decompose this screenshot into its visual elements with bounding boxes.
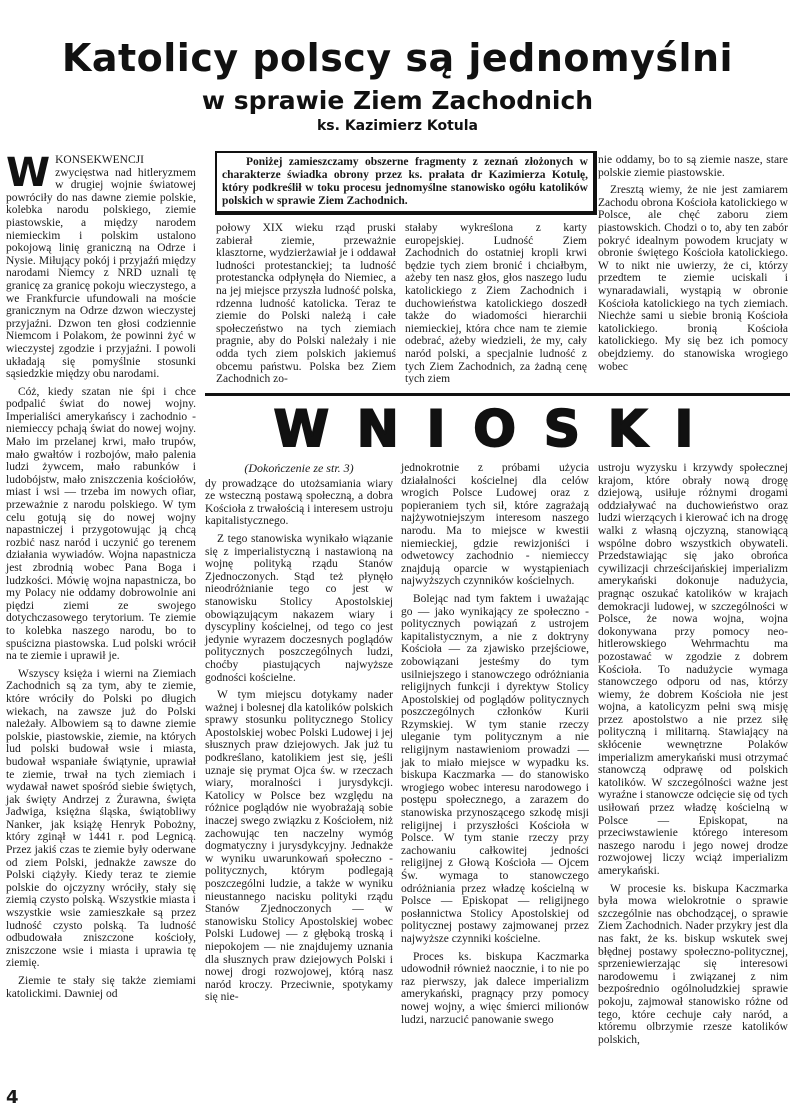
paragraph: Cóż, kiedy szatan nie śpi i chce podpalić świat do nowej wojny. Imperialiści amerykańscy i zachodnio - niemieccy pchają świat do nowej wojny. Mało im przelanej krwi, mało trupów, mało gwałtów i rozbojów, mało palenia ludzi żywcem, mało rabunków i ludobójstw, mało zniszczenia kościołów, miast i wsi — trzeba im nowych ofiar, przeważnie z narodu polskiego. W tym celu gotują się do nowej wojny napastniczej i przygotowując ją chcą rozbić nasz naród i uczynić go terenem działania wywiadów. Wojna napastnicza jest zbrodnią wobec Pana Boga i ludzkości. Mówię wojna napastnicza, bo my Polacy nie oddamy dobrowolnie ani piędzi ziemi ze swojego dotychczasowego terytorium. Te ziemie to kolebka naszego narodu, bo to spuścizna piastowska. Lud polski wrócił na te ziemie i uprawił je. <box>6 385 196 663</box>
article-column-2 <box>216 222 396 391</box>
paragraph: Ziemie te stały się także ziemiami katolickimi. Dawniej od <box>6 975 196 1000</box>
section-divider <box>205 393 790 396</box>
paragraph: Proces ks. biskupa Kaczmarka udowodnił również naocznie, i to nie po raz pierwszy, jak dalece imperializm amerykański, pragnący przy pomocy nowej wojny, a więc śmierci milionów ludzi, narzucić panowanie swego <box>401 950 589 1026</box>
paragraph: Wszyscy księża i wierni na Ziemiach Zachodnich są za tym, aby te ziemie, które wróciły do Polski po długich wiekach, na zawsze już do Polski należały. Albowiem są to dawne ziemie polskie, piastowskie, ziemie, na których lud polski budował wsie i miasta, budował wspaniałe świątynie, uprawiał te ziemie, trwał na tych ziemiach i wydawał nawet spośród siebie świętych, jak święty Andrzej z Żurawna, święta Jadwiga, księżna śląska, świątobliwy Nanker, jak książę Henryk Pobożny, który zginął w 1441 r. pod Legnicą. Przez jakiś czas te ziemie były oderwane od ziem Polski, jednakże zawsze do Polski ciążyły. Kiedy teraz te ziemie polskie do ojczyzny wróciły, stały się ziemią czysto polską. Wszystkie miasta i wszystkie wsie zamieszkałe są przez ludność czysto polską. Ta ludność odbudowała zniszczone kościoły, zniszczone wsie i miasta i uprawia tę ziemię. <box>6 667 196 970</box>
continuation-note: (Dokończenie ze str. 3) <box>244 461 354 475</box>
article-column-4 <box>598 154 788 378</box>
article-column-1 <box>6 150 196 1005</box>
paragraph: nie oddamy, bo to są ziemie nasze, stare polskie ziemie piastowskie. <box>598 154 788 179</box>
subheadline: w sprawie Ziem Zachodnich <box>201 86 594 115</box>
byline: ks. Kazimierz Kotula <box>316 118 478 134</box>
wnioski-column-2 <box>401 462 589 1031</box>
section-heading-wnioski: WNIOSKI <box>273 400 722 458</box>
wnioski-column-1 <box>205 462 393 1009</box>
page-number: 4 <box>6 1087 19 1108</box>
intro-box <box>215 151 597 215</box>
paragraph: jednokrotnie z próbami użycia działalności kościelnej dla celów wrogich Polsce Ludowej oraz z popieraniem tych sił, które zagrażają najżywotniejszym interesom naszego narodu. Ma to miejsce w kwestii niemieckiej, gdzie rewizjoniści i odwetowcy zachodnio - niemieccy znajdują oparcie w wystąpieniach najwyższych czynników kościelnych. <box>401 462 589 588</box>
lead-paragraph <box>6 150 196 381</box>
intro-text: Poniżej zamieszczamy obszerne fragmenty z zeznań złożonych w charakterze świadka obrony przez ks. prałata dr Kazimierza Kotulę, który podkreślił w toku procesu jednomyślne stanowisko ogółu katolików polskich w sprawie Ziem Zachodnich. <box>222 156 588 207</box>
paragraph: W procesie ks. biskupa Kaczmarka była mowa wielokrotnie o sprawie szczególnie nas obchodzącej, o sprawie Ziem Zachodnich. Nader przykry jest dla nas fakt, że ks. biskup wskutek swej błędnej postawy społeczno-politycznej, sprzeniewierzając się interesowi narodowemu i związanej z nim bezpośrednio ogólnoludzkiej sprawie pokoju, zajmował stanowisko różne od tego, które cechuje cały naród, a któremu olbrzymie rzesze katolików polskich, <box>598 882 788 1046</box>
wnioski-column-3 <box>598 462 788 1051</box>
paragraph: dy prowadzące do utożsamiania wiary ze wsteczną postawą społeczną, a dobra Kościoła z trwałością i interesem ustroju kapitalistycznego. <box>205 477 393 528</box>
paragraph: Zresztą wiemy, że nie jest zamiarem Zachodu obrona Kościoła katolickiego w Polsce, ale chęć zaboru ziem piastowskich. Chodzi o to, aby ten zabór pokryć idealnym powodem krucjaty w obronie świętego Kościoła katolickiego. W to nikt nie uwierzy, że ci, którzy przedtem te ziemie uciskali i wynaradawiali, wystąpią w obronie Kościoła katolickiego na tych ziemiach. Niechże sami u siebie bronią Kościoła katolickiego. bronią Kościoła katolickiego. My się bez ich pomocy obejdziemy. do stanowiska wrogiego wobec <box>598 184 788 373</box>
headline: Katolicy polscy są jednomyślni <box>61 36 734 80</box>
paragraph: Z tego stanowiska wynikało wiązanie się z imperialistyczną i nastawioną na wojnę polityką rządu Stanów Zjednoczonych. Stąd też płynęło nieodróżnianie tego co jest w stanowisku Stolicy Apostolskiej obowiązującym nakazem wiary i dyscypliny kościelnej, od tego co jest jedynie wyrazem doczesnych poglądów politycznych poszczególnych ludzi, choćby piastujących najwyższe godności kościelne. <box>205 532 393 684</box>
lead-text: KONSEKWENCJI zwycięstwa nad hitleryzmem w drugiej wojnie światowej powróciły do nas dawne ziemie polskie, kolebka narodu polskiego, ziemie piastowskie, a między narodem niemieckim i polskim ustalono pokojową linię graniczną na Odrze i Nysie. Miłujący pokój i przyjaźń między narodami Niemcy z NRD uznali tę granicę za granicę pokoju wieczystego, a we Frankfurcie ufundowali na moście granicznym na Odrze dzwon wieczystej przyjaźni. Dzwon ten głosi codziennie Niemcom i Polakom, że powinni żyć w wieczystej zgodzie i przyjaźni. I powoli układają się pomyślnie stosunki sąsiedzkie między obu narodami. <box>6 154 196 381</box>
paragraph: W tym miejscu dotykamy nader ważnej i bolesnej dla katolików polskich sprawy stosunku politycznego Stolicy Apostolskiej wobec Polski Ludowej i jej słusznych praw dziejowych. Jak już tu podkreślano, katolikiem jest się, jeśli uznaje się prymat Ojca św. w rzeczach wiary, moralności i jurysdykcji. Katolicy w Polsce bez względu na różnice poglądów nie wyobrażają sobie inaczej swego związku z Kościołem, niż zachowując ten naczelny wymóg dogmatyczny i jurysdykcyjny. Jednakże w wyniku uwarunkowań społeczno - politycznych, którym podlegają poszczególni ludzie, a także w wyniku nieustannego nacisku polityki rządu Stanów Zjednoczonych — w stanowisku Stolicy Apostolskiej wobec Polski Ludowej — z głęboką troską i niepokojem — nie znajdujemy uznania dla słusznych praw dziejowych Polski i nowej drogi rozwojowej, którą nasz naród kroczy. Przeciwnie, spotykamy się nie- <box>205 689 393 1004</box>
paragraph: stałaby wykreślona z karty europejskiej. Ludność Ziem Zachodnich do ostatniej kropli krwi będzie tych ziem bronić i chciałbym, ażeby ten nasz głos, głos naszego ludu katolickiego z Ziem Zachodnich i duchowieństwa katolickiego doszedł także do wiadomości hierarchii niemieckiej, która chce nam te ziemie odebrać, ażeby wiedzieli, że my, cały naród polski, a specjalnie ludność z tych Ziem Zachodnich, za żadną cenę tych ziem <box>405 222 587 386</box>
article-column-3 <box>405 222 587 391</box>
drop-cap: W <box>6 150 51 196</box>
paragraph: Bolejąc nad tym faktem i uważając go — jako wynikający ze społeczno - politycznych powiązań z ustrojem kapitalistycznym, a nie z doktryny Kościoła — za zjawisko przejściowe, zobowiązani jesteśmy do tym usilniejszego i stanowczego odróżniania religijnych funkcji i dyrektyw Stolicy Apostolskiej od poglądów politycznych poszczególnych członków Kurii Rzymskiej. W tym stanie rzeczy uleganie tym politycznym a nie religijnym nastawieniom prowadzi — jak to miało miejsce w wypadku ks. biskupa Kaczmarka — do stanowisko wrogiego wobec interesu narodowego i postępu społecznego, a zarazem do stanowiska przynoszącego szkodę misji religijnej i przyszłości Kościoła w Polsce. W tym stanie rzeczy przy zachowaniu całkowitej jedności religijnej z Głową Kościoła — Ojcem Św. wymaga to stanowczego odróżniania przez władzę kościelną w Polsce — Episkopat — religijnego posłannictwa Stolicy Apostolskiej od politycznej postawy zajmowanej przez najwyższe czynniki kościelne. <box>401 592 589 945</box>
paragraph: ustroju wyzysku i krzywdy społecznej krajom, które obrały nową drogę dziejową, usiłuje różnymi drogami oddziaływać na duchowieństwo oraz ludzi wierzących i kierować ich na drogę walki z własną ojczyzną, stanowiącą wspólne dobro wszystkich obywateli. Przedstawiając się jako obrońca cywilizacji chrześcijańskiej imperializm amerykański dokonuje nadużycia, pragnąc oszukać katolików w krajach demokracji ludowej, w szczególności w Polsce, że nowa wojna, wojna dokonywana przy pomocy neo-hitlerowskiego Wehrmachtu ma pozostawać w zgodzie z dobrem Kościoła. To nadużycie wymaga stanowczego odporu od nas, którzy wiemy, że dobrem Kościoła nie jest wojna, a katolicyzm pełni swą misję przez apostolstwo a nie przez siłę polityczną i militarną. Stawiający na skłócenie wewnętrzne Polaków imperializm amerykański musi otrzymać stanowczą odprawę od polskich katolików. W szczególności ważne jest wyraźne i stanowcze odcięcie się od tych usiłowań przez władzę kościelną w Polsce — Episkopat, na przeciwstawienie którego interesom naszego narodu i jego nowej drodze rozwojowej liczy wciąż imperializm amerykański. <box>598 462 788 877</box>
paragraph: połowy XIX wieku rząd pruski zabierał ziemie, przeważnie klasztorne, wydzierżawiał je i oddawał ludności protestanckiej; ta ludność protestancka odpłynęła do Niemiec, a na jej miejsce przyszła ludność polska, rdzenna ludność katolicka. Teraz te ziemie do Polski należą i całe społeczeństwo na tych ziemiach pragnie, aby do Polski należały i nie odda tych ziem polskich jakiemuś obcemu państwu. Polska bez Ziem Zachodnich zo- <box>216 222 396 386</box>
